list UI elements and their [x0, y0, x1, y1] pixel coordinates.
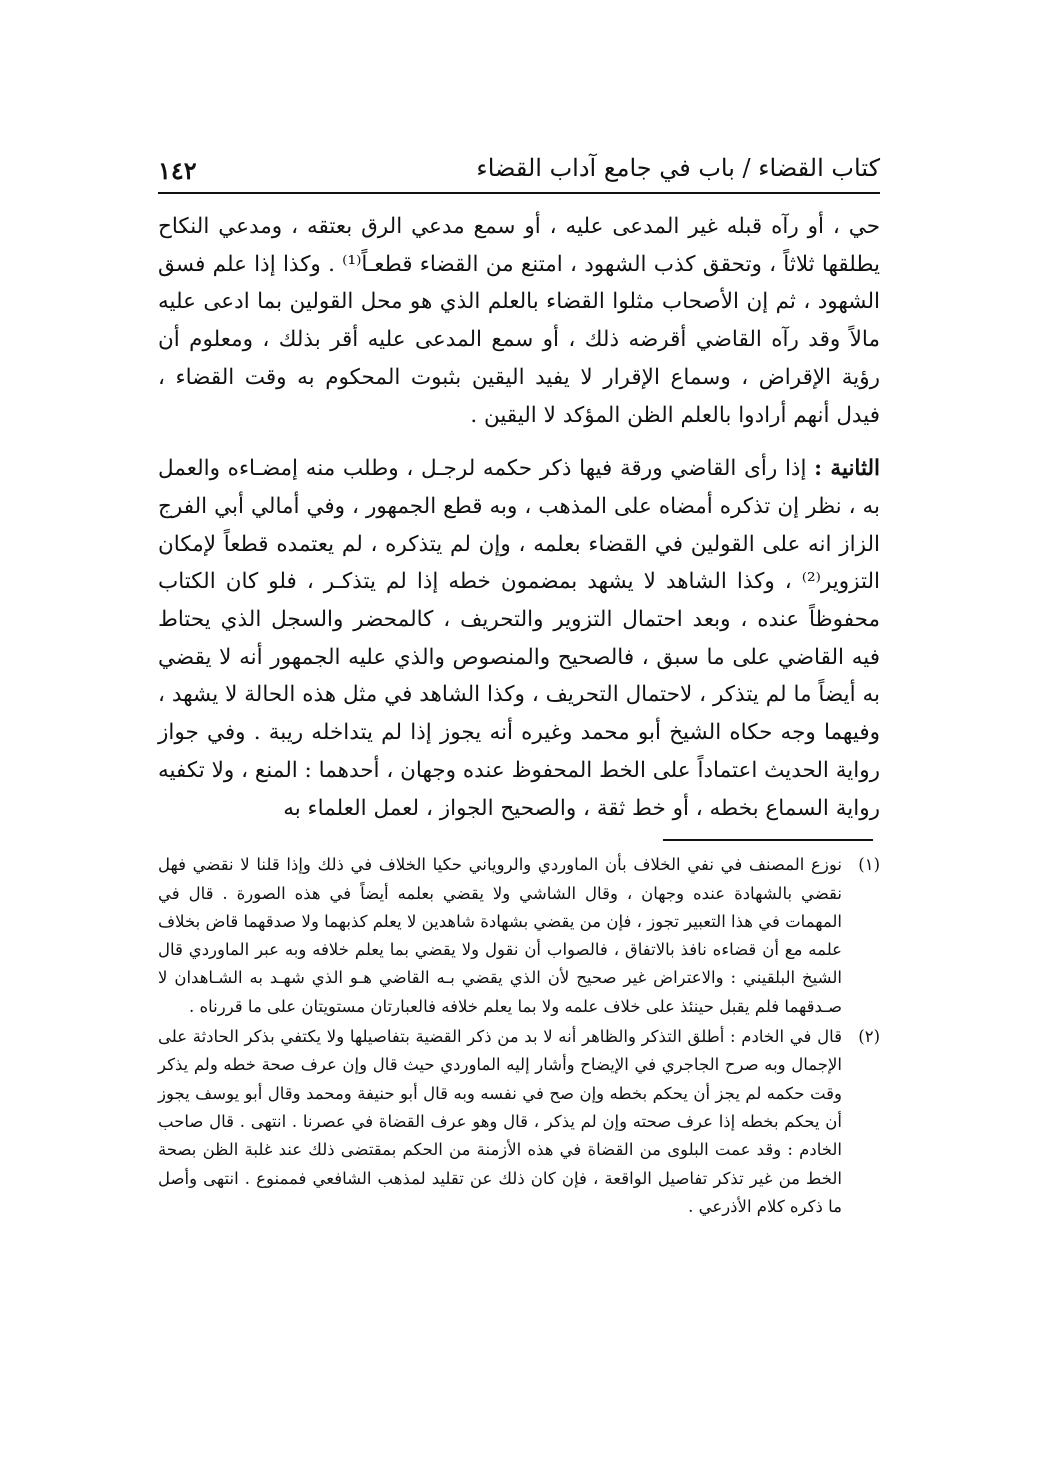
header-title: كتاب القضاء / باب في جامع آداب القضاء — [476, 154, 880, 182]
paragraph: حي ، أو رآه قبله غير المدعى عليه ، أو سمع مدعي الرق بعتقه ، ومدعي النكاح يطلقها ثلاثاً ، وتحقق كذب الشهود ، امتنع من القضاء قطعـاً⁽¹⁾ . وكذا إذا علم فسق الشهود ، ثم إن الأصحاب مثلوا القضاء بالعلم الذي هو محل القولين بما ادعى عليه مالاً وقد رآه القاضي أقرضه ذلك ، أو سمع المدعى عليه أقر بذلك ، ومعلوم أن رؤية الإقراض ، وسماع الإقرار لا يفيد اليقين بثبوت المحكوم به وقت القضاء ، فيدل أنهم أرادوا بالعلم الظن المؤكد لا اليقين . — [158, 214, 880, 428]
footnote-number: (٢) — [858, 1027, 880, 1047]
footnote-text: قال في الخادم : أطلق التذكر والظاهر أنه لا بد من ذكر القضية بتفاصيلها ولا يكتفي بذكر الحادثة على الإجمال وبه صرح الجاجري في الإيضاح وأشار إليه الماوردي حيث قال وإن عرف صحة خطه ولم يذكر وقت حكمه لم يجز أن يحكم بخطه وإن صح في نفسه وبه قال أبو حنيفة ومحمد وقال أبو يوسف يجوز أن يحكم بخطه إذا عرف صحته وإن لم يذكر ، قال وهو عرف القضاة في عصرنا . انتهى . قال صاحب الخادم : وقد عمت البلوى من القضاة في هذه الأزمنة من الحكم بمقتضى ذلك عند غلبة الظن بصحة الخط من غير تذكر تفاصيل الواقعة ، فإن كان ذلك عن تقليد لمذهب الشافعي فممنوع . انتهى وأصل ما ذكره كلام الأذرعي . — [158, 1027, 842, 1216]
page-number: ١٤٢ — [158, 156, 197, 185]
footnotes — [158, 851, 880, 1221]
paragraph — [158, 450, 880, 827]
running-header — [158, 150, 880, 194]
footnote-item — [158, 851, 880, 1021]
footnote-number: (١) — [858, 855, 880, 875]
footnote-item — [158, 1023, 880, 1221]
footnote-text: نوزع المصنف في نفي الخلاف بأن الماوردي والروياني حكيا الخلاف في ذلك وإذا قلنا لا نقضي فهل نقضي بالشهادة عنده وجهان ، وقال الشاشي ولا يقضي بعلمه أيضاً في هذه الصورة . قال في المهمات في هذا التعبير تجوز ، فإن من يقضي بشهادة شاهدين لا يعلم كذبهما ولا صدقهما قاض بخلاف علمه مع أن قضاءه نافذ بالاتفاق ، فالصواب أن نقول ولا يقضي بما يعلم خلافه وبه عبر الماوردي قال الشيخ البلقيني : والاعتراض غير صحيح لأن الذي يقضي بـه القاضي هـو الذي شهـد به الشـاهدان لا صـدقهما فلم يقبل حينئذ على خلاف علمه ولا بما يعلم خلافه فالعبارتان مستويتان على ما قررناه . — [158, 855, 842, 1016]
footnote-divider-row — [158, 839, 880, 841]
footnote-divider — [663, 839, 873, 841]
paragraph-heading: الثانية : — [814, 456, 880, 482]
book-page — [158, 150, 880, 1223]
paragraph-body: إذا رأى القاضي ورقة فيها ذكر حكمه لرجـل ، وطلب منه إمضـاءه والعمل به ، نظر إن تذكره أمضاه على المذهب ، وبه قطع الجمهور ، وفي أمالي أبي الفرج الزاز انه على القولين في القضاء بعلمه ، وإن لم يتذكره ، لم يعتمده قطعاً لإمكان التزوير⁽²⁾ ، وكذا الشاهد لا يشهد بمضمون خطه إذا لم يتذكـر ، فلو كان الكتاب محفوظاً عنده ، وبعد احتمال التزوير والتحريف ، كالمحضر والسجل الذي يحتاط فيه القاضي على ما سبق ، فالصحيح والمنصوص والذي عليه الجمهور أنه لا يقضي به أيضاً ما لم يتذكر ، لاحتمال التحريف ، وكذا الشاهد في مثل هذه الحالة لا يشهد ، وفيهما وجه حكاه الشيخ أبو محمد وغيره أنه يجوز إذا لم يتداخله ريبة . وفي جواز رواية الحديث اعتماداً على الخط المحفوظ عنده وجهان ، أحدهما : المنع ، ولا تكفيه رواية السماع بخطه ، أو خط ثقة ، والصحيح الجواز ، لعمل العلماء به — [158, 456, 880, 821]
main-text — [158, 208, 880, 827]
